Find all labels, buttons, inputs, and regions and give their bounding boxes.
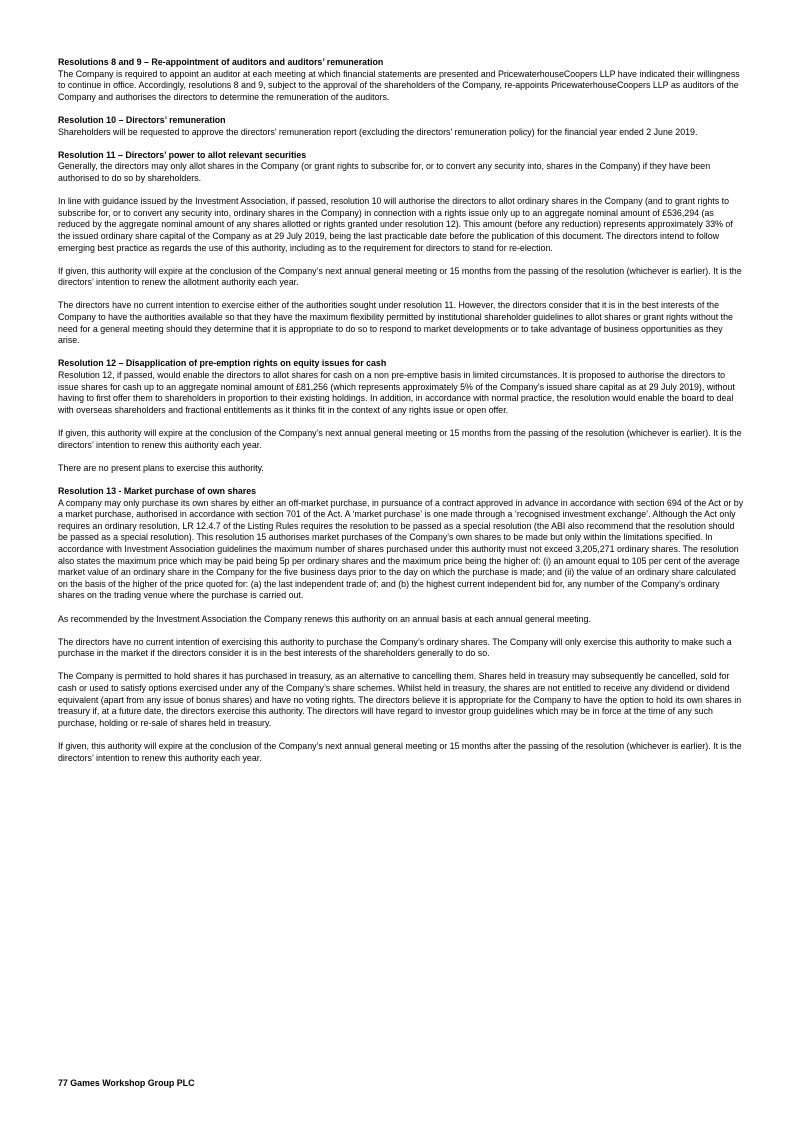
section-heading: Resolution 10 – Directors’ remuneration: [58, 114, 226, 125]
section-paragraph: Shareholders will be requested to approve the directors’ remuneration report (excluding the directors’ remuneration policy) for the financial year ended 2 June 2019.: [58, 126, 698, 137]
section-paragraph: Generally, the directors may only allot shares in the Company (or grant rights to subscribe for, or to convert any security into, shares in the Company) if they have been authorised to do so by shareholders.: [58, 161, 711, 183]
section-heading: Resolution 12 – Disapplication of pre-emption rights on equity issues for cash: [58, 358, 387, 369]
section-paragraph: The Company is required to appoint an auditor at each meeting at which financial statements are presented and PricewaterhouseCoopers LLP have indicated their willingness to continue in office. Accordingly, resolutions 8 and 9, subject to the approval of the shareholders of the Company, re-appoints PricewaterhouseCoopers LLP as auditors of the Company and authorises the directors to determine the remuneration of the auditors.: [58, 68, 740, 102]
section-paragraph: If given, this authority will expire at the conclusion of the Company’s next annual general meeting or 15 months from the passing of the resolution (whichever is earlier). It is the directors’ intention to renew the allotment authority each year.: [58, 265, 742, 288]
section-market-purchase: [58, 486, 746, 764]
section-auditors: [58, 57, 746, 103]
section-heading: Resolutions 8 and 9 – Re-appointment of auditors and auditors’ remuneration: [58, 57, 384, 67]
section-paragraph: If given, this authority will expire at the conclusion of the Company’s next annual general meeting or 15 months after the passing of the resolution (whichever is earlier). It is the directors’ intention to renew this authority each year.: [58, 741, 742, 763]
section-paragraph: The directors have no current intention of exercising this authority to purchase the Company’s ordinary shares. The Company will only exercise this authority to make such a purchase in the market if the directors consider it is in the best interests of the shareholders generally to do so.: [58, 636, 732, 659]
section-paragraph: As recommended by the Investment Association the Company renews this authority on an annual basis at each annual general meeting.: [58, 613, 591, 624]
section-heading: Resolution 11 – Directors’ power to allot relevant securities: [58, 149, 307, 160]
section-paragraph: A company may only purchase its own shares by either an off-market purchase, in pursuance of a contract approved in advance in accordance with section 694 of the Act or by a market purchase, authorised in accordance with section 701 of the Act. A ‘market purchase’ is one made through a ‘recognised investment exchange’. Although the Act only requires an ordinary resolution, LR 12.4.7 of the Listing Rules requires the resolution to be passed as a special resolution (the ABI also recommend that the resolution should be passed as a special resolution). This resolution 15 authorises market purchases of the Company’s own shares to be made but only within the limitations specified. In accordance with Investment Association guidelines the maximum number of shares purchased under this authority must not exceed 3,205,271 ordinary shares. The resolution also states the maximum price which may be paid being 5p per ordinary shares and the maximum price being the higher of: (i) an amount equal to 105 per cent of the average market value of an ordinary share in the Company for the five business days prior to the day on which the purchase is made; and (ii) the value of an ordinary share calculated on the basis of the higher of the price quoted for: (a) the last independent trade of; and (b) the highest current independent bid for, any number of the Company’s ordinary shares on the trading venue where the purchase is carried out.: [58, 497, 744, 601]
section-paragraph: If given, this authority will expire at the conclusion of the Company’s next annual general meeting or 15 months from the passing of the resolution (whichever is earlier). It is the directors’ intention to renew this authority each year.: [58, 428, 742, 450]
section-heading: Resolution 13 - Market purchase of own shares: [58, 485, 257, 496]
page-footer: 77 Games Workshop Group PLC: [58, 1078, 195, 1088]
section-paragraph: There are no present plans to exercise this authority.: [58, 462, 264, 473]
section-paragraph: The Company is permitted to hold shares it has purchased in treasury, as an alternative to cancelling them. Shares held in treasury may subsequently be cancelled, sold for cash or used to satisfy options exercised under any of the Company’s share schemes. Whilst held in treasury, the shares are not entitled to receive any dividend or dividend equivalent (apart from any issue of bonus shares) and have no voting rights. The directors believe it is appropriate for the Company to have the option to hold its own shares in treasury if, at a future date, the directors exercise this authority. The directors will have regard to investor group guidelines which may be in force at the time of any such purchase, holding or re-sale of shares held in treasury.: [58, 671, 742, 728]
section-pre-emption: [58, 358, 746, 474]
section-allot-securities: [58, 150, 746, 347]
section-paragraph: Resolution 12, if passed, would enable the directors to allot shares for cash on a non pre-emptive basis in limited circumstances. It is proposed to authorise the directors to issue shares for cash up to an aggregate nominal amount of £81,256 (which represents approximately 5% of the Company’s issued share capital as at 29 July 2019), without having to first offer them to shareholders in proportion to their existing holdings. In addition, in accordance with normal practice, the resolution would enable the board to deal with overseas shareholders and fractional entitlements as it thinks fit in the context of any rights issue or open offer.: [58, 370, 735, 415]
section-paragraph: In line with guidance issued by the Investment Association, if passed, resolution 10 will authorise the directors to allot ordinary shares in the Company (and to grant rights to subscribe for, or to convert any security into, ordinary shares in the Company) in connection with a rights issue only up to an aggregate nominal amount of £536,294 (as reduced by the aggregate nominal amount of any shares allotted or rights granted under resolution 12). This amount (before any reduction) represents approximately 33% of the issued ordinary share capital of the Company as at 29 July 2019, being the last practicable date before the publication of this document. The directors intend to follow emerging best practice as regards the use of this authority, including as to the requirement for directors to stand for re-election.: [58, 196, 733, 253]
section-paragraph: The directors have no current intention to exercise either of the authorities sought under resolution 11. However, the directors consider that it is in the best interests of the Company to have the authorities available so that they have the maximum flexibility permitted by institutional shareholder guidelines to allot shares or grant rights without the need for a general meeting should they determine that it is appropriate to do so to respond to market developments or to take advantage of business opportunities as they arise.: [58, 300, 733, 346]
document-body: [58, 57, 746, 776]
section-directors-remuneration: [58, 115, 746, 138]
